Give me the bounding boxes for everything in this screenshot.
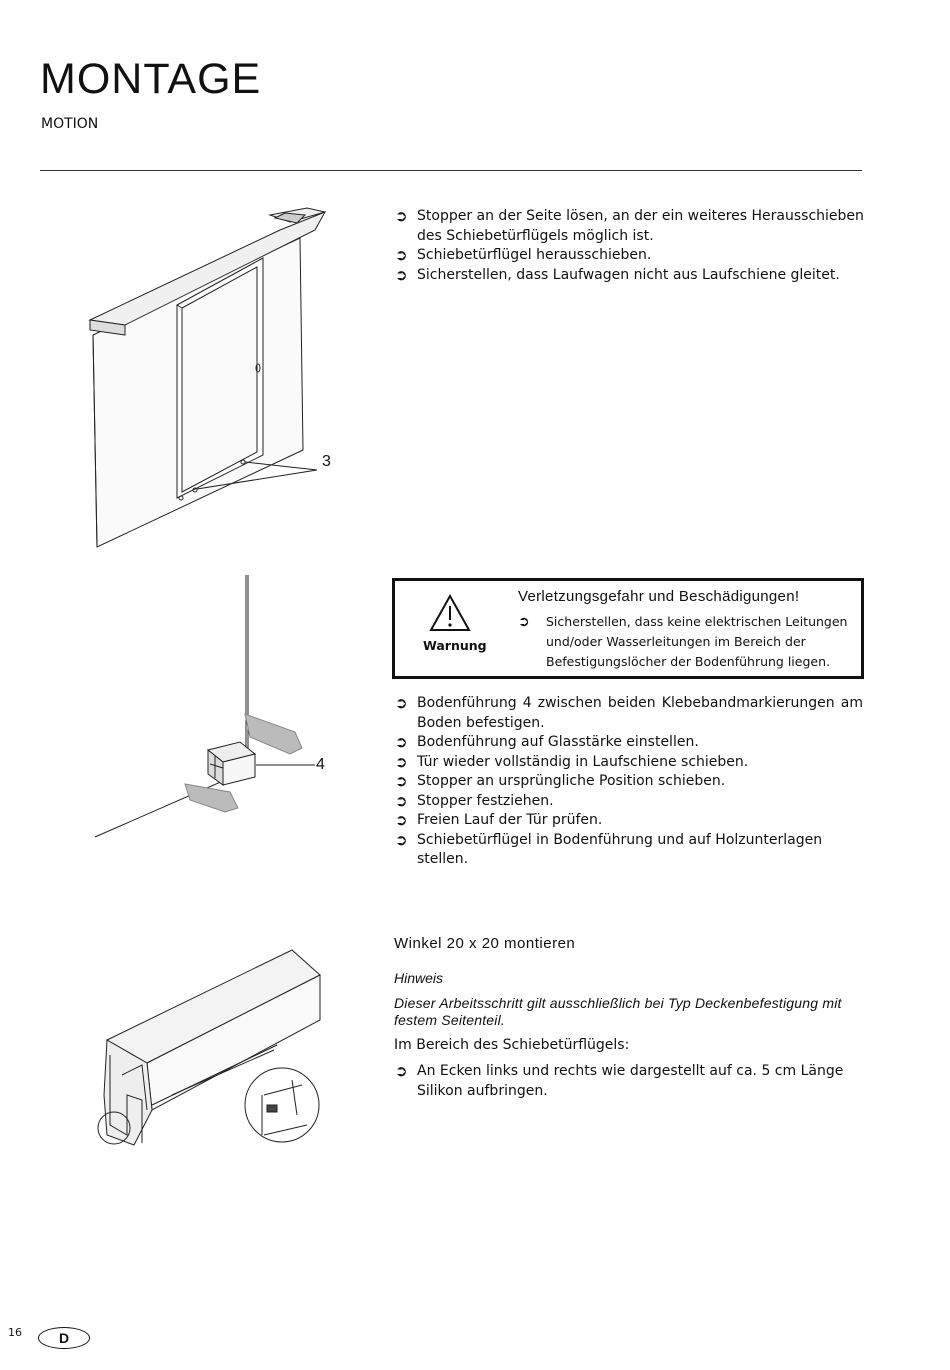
- note-text: Dieser Arbeitsschritt gilt ausschließlich bei Typ Deckenbefestigung mit festem Seitenteil.: [394, 995, 842, 1028]
- warning-box: [392, 578, 864, 679]
- page-subtitle: MOTION: [41, 116, 99, 132]
- step-list-2: [395, 694, 863, 870]
- step-arrow-icon: ➲: [395, 830, 408, 849]
- list-item: ➲ Stopper festziehen.: [395, 791, 554, 810]
- list-item: ➲ Stopper an ursprüngliche Position schieben.: [395, 772, 726, 790]
- warning-text: ➲ Sicherstellen, dass keine elektrischen Leitungen und/oder Wasserleitungen im Bereich der Befestigungslöcher der Bodenführung liegen.: [518, 614, 848, 669]
- step-arrow-icon: ➲: [395, 791, 408, 810]
- step-list-1: [395, 207, 865, 285]
- callout-4: 4: [316, 756, 325, 773]
- language-badge: D: [38, 1327, 90, 1349]
- step-arrow-icon: ➲: [395, 694, 408, 712]
- step-arrow-icon: ➲: [395, 1062, 408, 1080]
- step-arrow-icon: ➲: [395, 733, 408, 751]
- step-arrow-icon: ➲: [395, 207, 408, 225]
- page-title: MONTAGE: [40, 55, 262, 103]
- warning-label: Warnung: [423, 638, 487, 653]
- list-item: ➲ Stopper an der Seite lösen, an der ein weiteres Herausschieben des Schiebetürflügels möglich ist.: [395, 207, 864, 244]
- section-heading-winkel: Winkel 20 x 20 montieren: [394, 935, 576, 952]
- header-divider: [40, 170, 862, 171]
- step-arrow-icon: ➲: [395, 246, 408, 264]
- page-number: 16: [8, 1326, 22, 1339]
- step-arrow-icon: ➲: [395, 752, 408, 771]
- list-item: ➲ Schiebetürflügel herausschieben.: [395, 246, 652, 264]
- rail-profile-illustration: [92, 945, 332, 1155]
- door-illustration: [85, 200, 345, 550]
- note-label: Hinweis: [394, 970, 444, 986]
- list-item: ➲ Tür wieder vollständig in Laufschiene schieben.: [395, 752, 749, 771]
- floor-guide-illustration: [90, 572, 350, 842]
- step-arrow-icon: ➲: [518, 614, 530, 630]
- list-item: ➲ Bodenführung auf Glasstärke einstellen.: [395, 733, 699, 751]
- list-item: ➲ Sicherstellen, dass Laufwagen nicht aus Laufschiene gleitet.: [395, 265, 840, 284]
- warning-heading: Verletzungsgefahr und Beschädigungen!: [518, 588, 800, 605]
- list-item: ➲ Bodenführung 4 zwischen beiden Klebebandmarkierungen am Boden befestigen.: [395, 694, 863, 731]
- step-arrow-icon: ➲: [395, 811, 408, 829]
- step-list-3: [395, 1062, 863, 1101]
- list-item: ➲ An Ecken links und rechts wie dargestellt auf ca. 5 cm Länge Silikon aufbringen.: [395, 1062, 844, 1099]
- step-arrow-icon: ➲: [395, 265, 408, 284]
- list-item: ➲ Schiebetürflügel in Bodenführung und auf Holzunterlagen stellen.: [395, 830, 823, 867]
- intro-text: Im Bereich des Schiebetürflügels:: [394, 1037, 630, 1053]
- callout-3: 3: [322, 453, 331, 470]
- warning-triangle-icon: [428, 593, 472, 633]
- step-arrow-icon: ➲: [395, 772, 408, 790]
- list-item: ➲ Freien Lauf der Tür prüfen.: [395, 811, 603, 829]
